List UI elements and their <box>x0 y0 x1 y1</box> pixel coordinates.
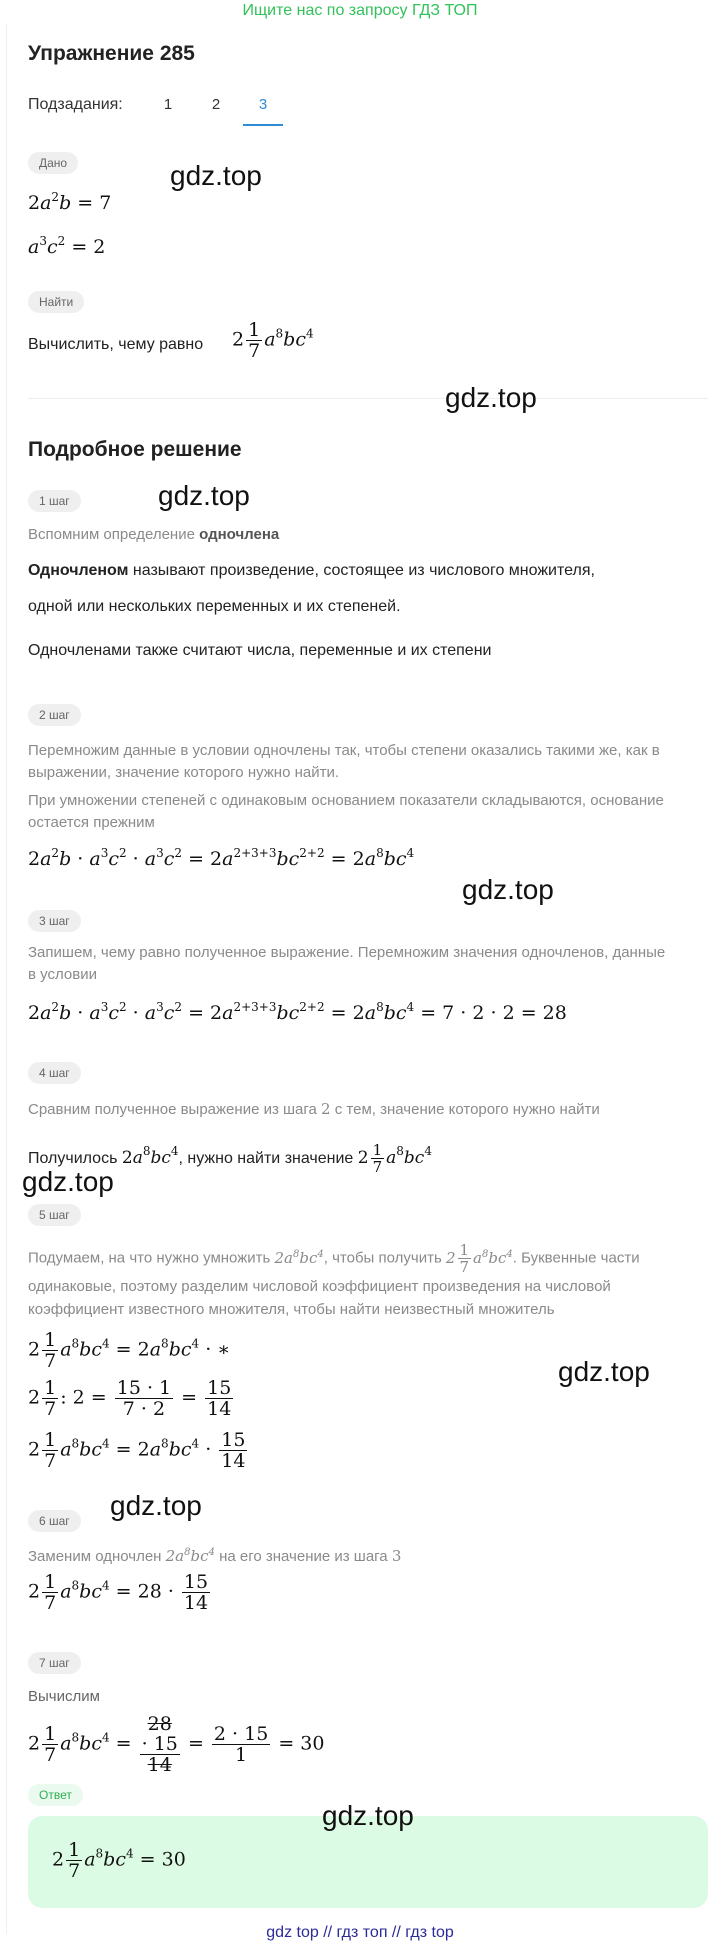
step-5-eq-2: 2 $\frac{1}{7}$ : 2 = $\frac{15 \cdot 1}{7 \cdot 2}$ = $\frac{15}{14}$ <box>28 1377 232 1420</box>
definition-rest: называют произведение, состоящее из числового множителя, <box>128 562 595 579</box>
watermark: gdz.top <box>322 1800 414 1831</box>
watermark: gdz.top <box>110 1490 202 1521</box>
step-6-label: 6 шаг <box>28 1510 81 1532</box>
step-2-formula: $2a^2b \cdot a^3c^2 \cdot a^3c^2 = 2a^{2+3+3}bc^{2+2} = 2a^8bc^4$ <box>28 846 415 870</box>
step-7-label: 7 шаг <box>28 1652 81 1674</box>
watermark: gdz.top <box>462 874 554 905</box>
answer-label: Ответ <box>28 1784 83 1806</box>
watermark: gdz.top <box>445 382 537 413</box>
step-5-text: Подумаем, на что нужно умножить $2a^8bc^4$, чтобы получить 2 $\frac{1}{7}$ $a^8bc^4$. Буквенные части <box>28 1241 640 1276</box>
answer-formula: 2 $\frac{1}{7}$ $a^8bc^4 = 30$ <box>52 1839 186 1882</box>
watermark: gdz.top <box>22 1166 114 1197</box>
given-eq-2: $a^3c^2 = 2$ <box>28 234 106 258</box>
step-5-text-a: Подумаем, на что нужно умножить <box>28 1249 271 1267</box>
find-label: Найти <box>28 291 84 313</box>
step-7-formula: 2 $\frac{1}{7}$ $a^8bc^4$ = 28 · 15 14 = $\frac{2 \cdot 15}{1}$ = 30 <box>28 1713 325 1776</box>
footer-links[interactable]: gdz top // гдз топ // гдз top <box>266 1924 454 1941</box>
step-2-label: 2 шаг <box>28 704 81 726</box>
step-6-text-a: Заменим одночлен <box>28 1548 162 1565</box>
step-4-got: Получилось <box>28 1150 118 1167</box>
tab-subtask-3[interactable]: 3 <box>258 96 268 113</box>
step-5-eq-3: 2 $\frac{1}{7}$ $a^8bc^4 = 2a^8bc^4$ · $\frac{15}{14}$ <box>28 1429 246 1472</box>
step-5-line-2: одинаковые, поэтому разделим числовой коэффициент произведения на числовой <box>28 1278 611 1295</box>
find-expression: 2 $\frac{1}{7}$ $a^8bc^4$ <box>232 319 314 362</box>
step-4-label: 4 шаг <box>28 1062 81 1084</box>
step-1-definition <box>28 562 595 580</box>
step-7-text: Вычислим <box>28 1688 100 1705</box>
step-6-text: Заменим одночлен $2a^8bc^4$ на его значение из шага 3 <box>28 1547 402 1565</box>
step-4-need: , нужно найти значение <box>178 1150 354 1167</box>
step-2-text-2: При умножении степеней с одинаковым основанием показатели складываются, основание остается прежним <box>28 792 664 831</box>
step-5-eq-1: 2 $\frac{1}{7}$ $a^8bc^4 = 2a^8bc^4$ · ∗ <box>28 1329 231 1372</box>
active-tab-indicator <box>243 124 283 126</box>
step-6-formula: 2 $\frac{1}{7}$ $a^8bc^4 = 28$ · $\frac{15}{14}$ <box>28 1571 209 1614</box>
find-text-label: Вычислить, чему равно <box>28 336 204 353</box>
step-4-result: Получилось $2a^8bc^4$, нужно найти значение 2 $\frac{1}{7}$ $a^8bc^4$ <box>28 1141 432 1176</box>
step-3-formula: $2a^2b \cdot a^3c^2 \cdot a^3c^2 = 2a^{2+3+3}bc^{2+2} = 2a^8bc^4 = 7 \cdot 2 \cdot 2 = 28$ <box>28 1000 567 1024</box>
step-1-definition-line-2: одной или нескольких переменных и их степеней. <box>28 598 401 615</box>
step-1-intro <box>28 524 279 546</box>
divider <box>28 398 708 399</box>
definition-term: Одночленом <box>28 562 129 579</box>
step-5-text-b: , чтобы получить <box>323 1249 442 1267</box>
watermark: gdz.top <box>558 1356 650 1387</box>
step-5-label: 5 шаг <box>28 1204 81 1226</box>
step-1-also: Одночленами также считают числа, переменные и их степени <box>28 642 492 659</box>
solution-heading: Подробное решение <box>28 438 242 461</box>
step-3-text: Запишем, чему равно полученное выражение. Перемножим значения одночленов, данные в условии <box>28 944 666 983</box>
step-4-text-a: Сравним полученное выражение из шага <box>28 1101 317 1118</box>
watermark: gdz.top <box>170 160 262 191</box>
step-5-line-3: коэффициент известного множителя, чтобы найти неизвестный множитель <box>28 1301 555 1318</box>
step-4-text: Сравним полученное выражение из шага 2 с тем, значение которого нужно найти <box>28 1100 600 1118</box>
given-label: Дано <box>28 152 78 174</box>
step-6-text-b: на его значение из шага <box>219 1548 388 1565</box>
step-5-text-c: . Буквенные части <box>512 1249 640 1267</box>
step-4-text-b: с тем, значение которого нужно найти <box>334 1101 600 1118</box>
find-text <box>28 336 203 354</box>
step-1-intro-bold: одночлена <box>199 526 280 543</box>
step-1-label: 1 шаг <box>28 490 81 512</box>
page-title: Упражнение 285 <box>28 42 195 65</box>
step-1-intro-text: Вспомним определение <box>28 526 195 543</box>
step-2-text-1: Перемножим данные в условии одночлены так, чтобы степени оказались такими же, как в выражении, значение которого нужно найти. <box>28 742 660 781</box>
subtasks-label: Подзадания: <box>28 96 123 113</box>
top-banner[interactable]: Ищите нас по запросу ГДЗ ТОП <box>242 2 478 19</box>
watermark: gdz.top <box>158 480 250 511</box>
step-3-label: 3 шаг <box>28 910 81 932</box>
tab-subtask-1[interactable]: 1 <box>163 96 173 113</box>
tab-subtask-2[interactable]: 2 <box>211 96 221 113</box>
given-eq-1: $2a^2b = 7$ <box>28 190 112 214</box>
